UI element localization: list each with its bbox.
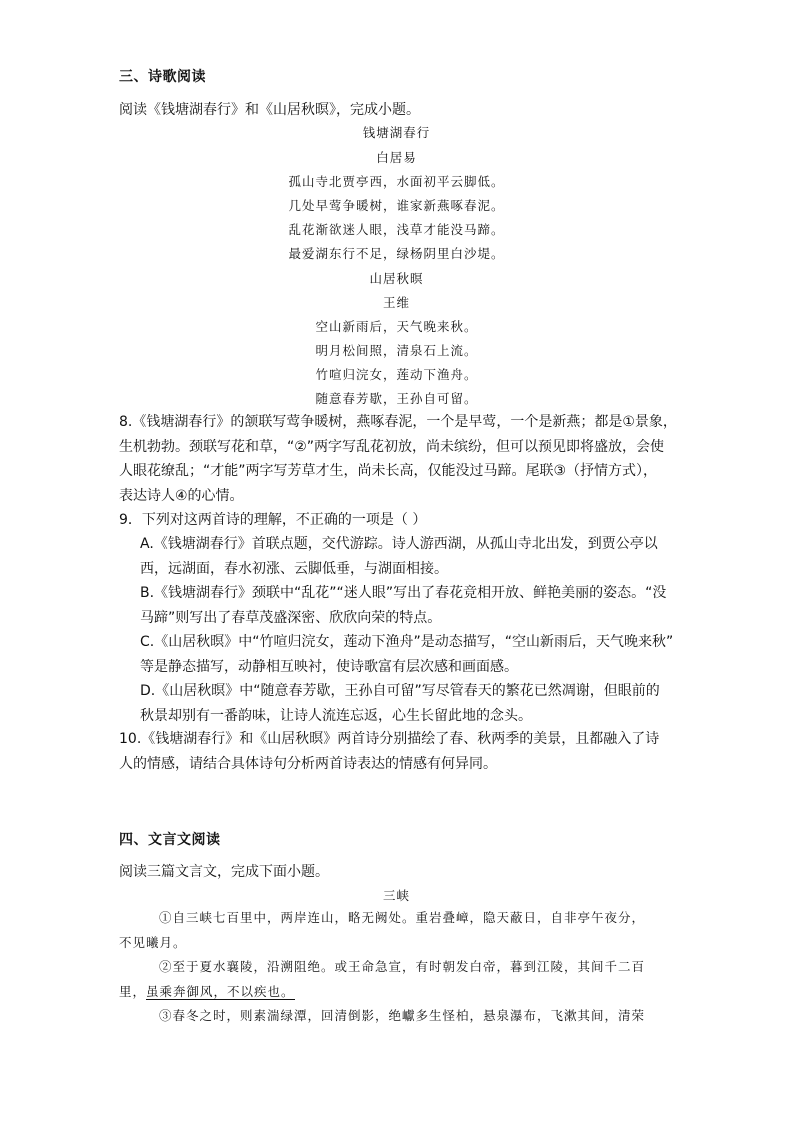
poem2-line: 随意春芳歇，王孙自可留。 bbox=[315, 391, 478, 406]
passage-line: ①自三峡七百里中，两岸连山，略无阙处。重岩叠嶂，隐天蔽日，自非亭午夜分， bbox=[159, 910, 646, 925]
section-title-classical-chinese: 四、文言文阅读 bbox=[119, 832, 221, 848]
option-line: A.《钱塘湖春行》首联点题，交代游踪。诗人游西湖，从孤山寺北出发，到贾公亭以 bbox=[140, 536, 658, 552]
question-9-option-a bbox=[140, 532, 680, 581]
question-9-stem: 9．下列对这两首诗的理解，不正确的一项是（ ） bbox=[119, 512, 427, 528]
passage-paragraph-1 bbox=[119, 906, 659, 955]
option-line: 西，远湖面，春水初涨、云脚低垂，与湖面相接。 bbox=[140, 560, 448, 577]
poem2-line: 明月松间照，清泉石上流。 bbox=[315, 343, 478, 358]
passage-title-sanxia: 三峡 bbox=[382, 888, 410, 903]
option-line: 等是静态描写，动静相互映衬，使诗歌富有层次感和画面感。 bbox=[140, 658, 518, 675]
poem1-line: 最爱湖东行不足，绿杨阴里白沙堤。 bbox=[288, 246, 505, 261]
question-9-option-c bbox=[140, 630, 680, 679]
option-line: 马蹄”则写出了春草茂盛深密、欣欣向荣的特点。 bbox=[140, 609, 442, 626]
option-line: C.《山居秋暝》中“竹喧归浣女，莲动下渔舟”是动态描写，“空山新雨后，天气晚来秋” bbox=[140, 634, 674, 650]
passage-paragraph-3 bbox=[119, 1004, 659, 1029]
question-8-line: 生机勃勃。颈联写花和草，“②”两字写乱花初放，尚未缤纷，但可以预见即将盛放，会使 bbox=[119, 438, 665, 455]
question-9-option-b bbox=[140, 581, 680, 630]
poem2-title: 山居秋暝 bbox=[369, 271, 424, 286]
question-10-line: 10.《钱塘湖春行》和《山居秋暝》两首诗分别描绘了春、秋两季的美景，且都融入了诗 bbox=[119, 731, 660, 747]
option-line: D.《山居秋暝》中“随意春芳歇，王孙自可留”写尽管春天的繁花已然凋谢，但眼前的 bbox=[140, 683, 660, 699]
passage-line: 不见曦月。 bbox=[119, 934, 187, 950]
section-intro-poetry: 阅读《钱塘湖春行》和《山居秋暝》，完成小题。 bbox=[119, 102, 420, 118]
question-10 bbox=[119, 727, 679, 776]
question-9-option-d bbox=[140, 679, 680, 728]
option-line: B.《钱塘湖春行》颈联中“乱花”“迷人眼”写出了春花竞相开放、鲜艳美丽的姿态。“没 bbox=[140, 585, 667, 601]
poem2-line: 空山新雨后，天气晚来秋。 bbox=[315, 319, 478, 334]
poem2-line: 竹喧归浣女，莲动下渔舟。 bbox=[315, 367, 478, 382]
passage-sanxia bbox=[119, 906, 659, 1029]
passage-line: ②至于夏水襄陵，沿溯阻绝。或王命急宣，有时朝发白帝，暮到江陵，其间千二百 bbox=[159, 959, 646, 974]
poem1-line: 乱花渐欲迷人眼，浅草才能没马蹄。 bbox=[288, 222, 505, 237]
poem2-author: 王维 bbox=[382, 295, 410, 310]
poem1-title: 钱塘湖春行 bbox=[362, 125, 431, 140]
poem1-line: 几处早莺争暖树，谁家新燕啄春泥。 bbox=[288, 198, 505, 213]
question-8-line: 人眼花缭乱；“才能”两字写芳草才生，尚未长高，仅能没过马蹄。尾联③（抒情方式）， bbox=[119, 463, 658, 480]
section-title-poetry: 三、诗歌阅读 bbox=[119, 69, 206, 85]
question-10-line: 人的情感，请结合具体诗句分析两首诗表达的情感有何异同。 bbox=[119, 755, 497, 772]
section-intro-classical-chinese: 阅读三篇文言文，完成下面小题。 bbox=[119, 864, 329, 880]
underlined-sentence: 虽乘奔御风，不以疾也。 bbox=[146, 983, 295, 999]
question-8-line: 表达诗人④的心情。 bbox=[119, 487, 244, 504]
passage-line: 里， bbox=[119, 983, 147, 999]
passage-paragraph-2 bbox=[119, 955, 659, 1004]
question-8-line: 8.《钱塘湖春行》的颔联写莺争暖树，燕啄春泥，一个是早莺，一个是新燕；都是①景象， bbox=[119, 414, 677, 430]
poem1-line: 孤山寺北贾亭西，水面初平云脚低。 bbox=[288, 174, 505, 189]
option-line: 秋景却别有一番韵味，让诗人流连忘返，心生长留此地的念头。 bbox=[140, 707, 532, 724]
question-8 bbox=[119, 410, 679, 508]
poem1-author: 白居易 bbox=[376, 150, 417, 165]
passage-line: ③春冬之时，则素湍绿潭，回清倒影，绝巘多生怪柏，悬泉瀑布，飞漱其间，清荣 bbox=[159, 1008, 646, 1023]
